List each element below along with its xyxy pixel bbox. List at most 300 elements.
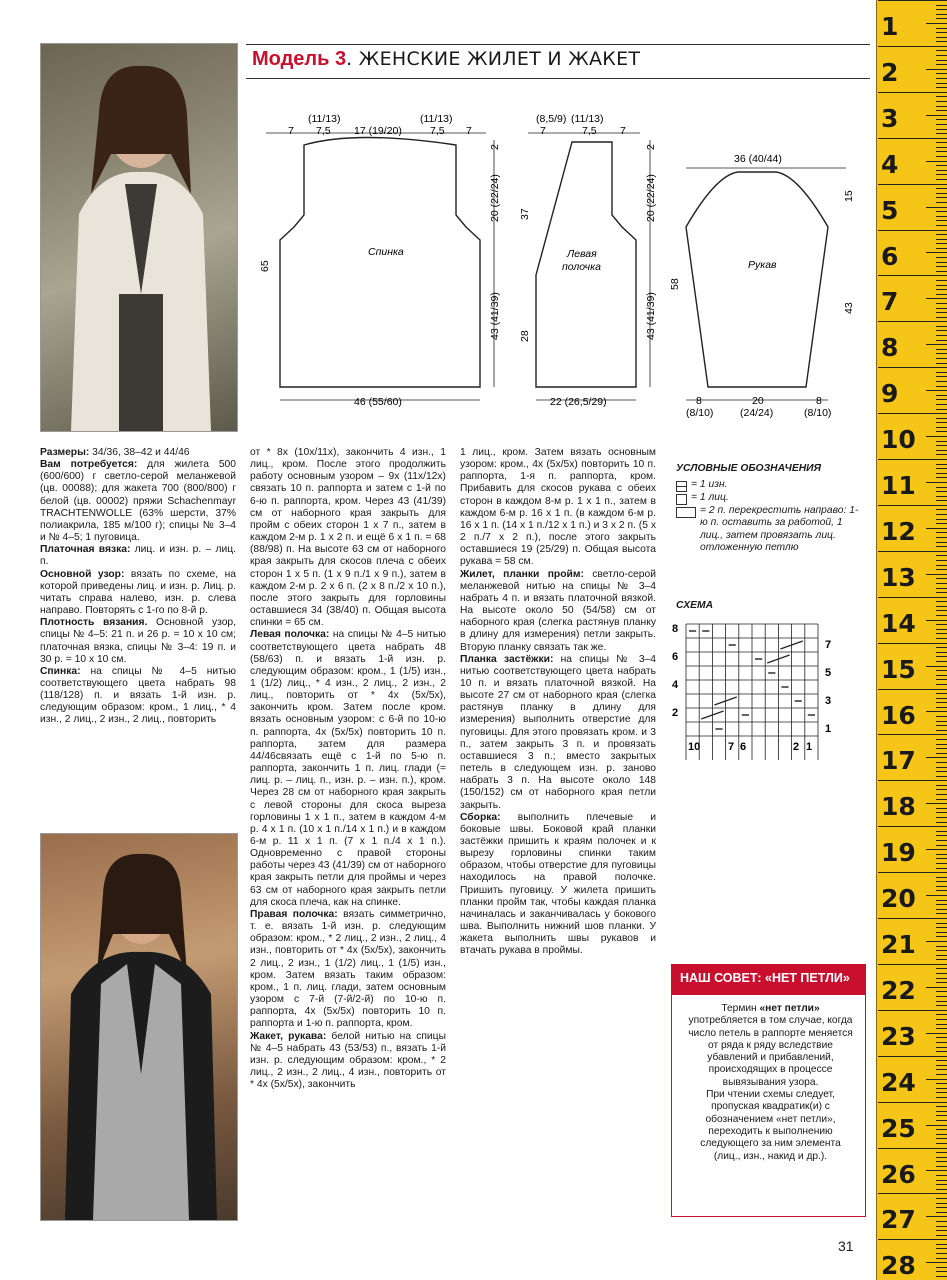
ruler-tick [936, 794, 947, 795]
ruler-tick [936, 1258, 947, 1259]
back-height: 65 [259, 260, 271, 272]
back-name: Спинка [368, 246, 404, 258]
measuring-tape [876, 0, 947, 1280]
ruler-tick [936, 142, 947, 143]
ruler-tick [926, 666, 947, 667]
ruler-tick [936, 946, 947, 947]
ruler-tick [936, 294, 947, 295]
page-title [252, 48, 640, 71]
ruler-tick [926, 115, 947, 116]
ruler-tick [936, 234, 947, 235]
ruler-tick [936, 151, 947, 152]
ruler-tick [878, 184, 947, 185]
ruler-number: 13 [881, 562, 916, 592]
ruler-tick [936, 179, 947, 180]
legend-item-cross: = 2 п. перекрестить направо: 1-ю п. оставить за работой, 1 лиц., затем провязать лиц. отложенную петлю [676, 505, 866, 555]
ruler-tick [936, 633, 947, 634]
ruler-tick [878, 321, 947, 322]
ruler-tick [936, 555, 947, 556]
front-lower: 28 [519, 330, 531, 342]
front-neck: 2 [645, 144, 657, 150]
ruler-tick [936, 656, 947, 657]
ruler-tick [926, 849, 947, 850]
ruler-tick [936, 744, 947, 745]
ruler-tick [936, 1157, 947, 1158]
ruler-number: 6 [881, 241, 899, 271]
title-text: . ЖЕНСКИЕ ЖИЛЕТ И ЖАКЕТ [346, 48, 641, 70]
ruler-tick [936, 629, 947, 630]
ruler-tick [936, 767, 947, 768]
ruler-tick [936, 170, 947, 171]
ruler-tick [936, 725, 947, 726]
ruler-tick [936, 78, 947, 79]
ruler-tick [936, 762, 947, 763]
ruler-tick [936, 96, 947, 97]
ruler-tick [926, 436, 947, 437]
ruler-tick [936, 1226, 947, 1227]
ruler-tick [936, 1037, 947, 1038]
ruler-tick [936, 936, 947, 937]
ruler-tick [936, 1244, 947, 1245]
ruler-tick [936, 197, 947, 198]
ruler-tick [936, 1189, 947, 1190]
ruler-tick [936, 881, 947, 882]
ruler-number: 7 [881, 287, 899, 317]
ruler-tick [936, 1092, 947, 1093]
ruler-tick [936, 684, 947, 685]
ruler-tick [878, 689, 947, 690]
ruler-tick [936, 1253, 947, 1254]
ruler-tick [936, 147, 947, 148]
ruler-tick [926, 1125, 947, 1126]
ruler-tick [936, 193, 947, 194]
ruler-tick [936, 1069, 947, 1070]
ruler-tick [878, 46, 947, 47]
ruler-tick [936, 808, 947, 809]
ruler-number: 24 [881, 1067, 916, 1097]
ruler-tick [936, 239, 947, 240]
ruler-tick [936, 216, 947, 217]
ruler-number: 17 [881, 746, 916, 776]
ruler-tick [936, 1198, 947, 1199]
ruler-tick [936, 500, 947, 501]
ruler-tick [936, 454, 947, 455]
ruler-number: 5 [881, 195, 899, 225]
ruler-number: 23 [881, 1021, 916, 1051]
ruler-tick [936, 693, 947, 694]
ruler-tick [878, 826, 947, 827]
back-w4: 7,5 [430, 125, 445, 137]
sleeve-lower: 43 [843, 302, 855, 314]
ruler-tick [936, 1051, 947, 1052]
front-neck-depth: 37 [519, 208, 531, 220]
ruler-tick [936, 578, 947, 579]
ruler-tick [926, 620, 947, 621]
ruler-tick [936, 927, 947, 928]
back-top-size-right: (11/13) [420, 113, 453, 125]
ruler-tick [926, 344, 947, 345]
ruler-tick [936, 854, 947, 855]
ruler-tick [926, 390, 947, 391]
ruler-tick [936, 569, 947, 570]
jacket-model-photo [40, 43, 238, 432]
sleeve-br: 8 [816, 395, 822, 407]
ruler-tick [926, 207, 947, 208]
front-side: 43 (41/39) [645, 292, 657, 340]
ruler-tick [936, 317, 947, 318]
ruler-tick [936, 565, 947, 566]
svg-text:2: 2 [793, 741, 800, 753]
ruler-tick [936, 353, 947, 354]
ruler-tick [936, 450, 947, 451]
scheme-heading: СХЕМА [676, 600, 714, 611]
ruler-tick [936, 1134, 947, 1135]
ruler-tick [936, 822, 947, 823]
ruler-tick [936, 266, 947, 267]
ruler-tick [936, 1180, 947, 1181]
ruler-tick [926, 1262, 947, 1263]
ruler-tick [936, 652, 947, 653]
ruler-tick [936, 441, 947, 442]
advice-heading: НАШ СОВЕТ: «НЕТ ПЕТЛИ» [672, 965, 865, 995]
ruler-tick [936, 330, 947, 331]
ruler-tick [936, 588, 947, 589]
ruler-tick [878, 1102, 947, 1103]
ruler-tick [936, 404, 947, 405]
ruler-number: 16 [881, 700, 916, 730]
ruler-tick [936, 1074, 947, 1075]
back-top-size-left: (11/13) [308, 113, 341, 125]
ruler-tick [936, 174, 947, 175]
ruler-number: 1 [881, 12, 899, 41]
front-w3: 7 [620, 125, 626, 137]
front-w2: 7,5 [582, 125, 597, 137]
ruler-tick [936, 542, 947, 543]
symbol-legend [676, 463, 866, 555]
front-w1: 7 [540, 125, 546, 137]
ruler-tick [936, 835, 947, 836]
ruler-tick [936, 1024, 947, 1025]
ruler-tick [936, 491, 947, 492]
ruler-tick [926, 482, 947, 483]
ruler-tick [936, 932, 947, 933]
ruler-tick [936, 1166, 947, 1167]
svg-text:8: 8 [672, 623, 679, 635]
ruler-tick [936, 1097, 947, 1098]
ruler-tick [936, 991, 947, 992]
cross-right-symbol-icon [676, 507, 696, 518]
sleeve-br-size: (8/10) [804, 407, 832, 419]
ruler-tick [878, 92, 947, 93]
ruler-tick [936, 202, 947, 203]
ruler-tick [936, 789, 947, 790]
back-armhole: 20 (22/24) [489, 174, 501, 222]
ruler-tick [936, 1065, 947, 1066]
ruler-tick [878, 1010, 947, 1011]
ruler-tick [926, 1033, 947, 1034]
ruler-tick [878, 734, 947, 735]
ruler-tick [926, 987, 947, 988]
ruler-tick [926, 803, 947, 804]
svg-text:7: 7 [825, 639, 832, 651]
ruler-tick [936, 9, 947, 10]
ruler-tick [936, 638, 947, 639]
ruler-tick [936, 37, 947, 38]
ruler-tick [936, 1143, 947, 1144]
ruler-tick [936, 386, 947, 387]
ruler-tick [878, 1239, 947, 1240]
ruler-tick [878, 643, 947, 644]
ruler-tick [936, 340, 947, 341]
back-diagram [259, 113, 501, 408]
ruler-tick [878, 1056, 947, 1057]
ruler-tick [936, 409, 947, 410]
ruler-tick [936, 188, 947, 189]
ruler-tick [936, 1235, 947, 1236]
ruler-tick [878, 138, 947, 139]
ruler-tick [936, 923, 947, 924]
sleeve-bl: 8 [696, 395, 702, 407]
ruler-tick [936, 1019, 947, 1020]
ruler-tick [936, 1271, 947, 1272]
ruler-tick [936, 546, 947, 547]
ruler-tick [926, 1216, 947, 1217]
ruler-tick [936, 771, 947, 772]
front-armhole: 20 (22/24) [645, 174, 657, 222]
ruler-tick [926, 1079, 947, 1080]
back-w5: 7 [466, 125, 472, 137]
ruler-tick [936, 1207, 947, 1208]
ruler-tick [936, 514, 947, 515]
advice-box [671, 964, 866, 1217]
ruler-tick [936, 532, 947, 533]
ruler-tick [936, 271, 947, 272]
ruler-number: 11 [881, 471, 916, 500]
ruler-number: 25 [881, 1113, 916, 1143]
ruler-tick [936, 55, 947, 56]
ruler-tick [878, 367, 947, 368]
ruler-tick [936, 1138, 947, 1139]
ruler-tick [936, 968, 947, 969]
ruler-tick [936, 101, 947, 102]
ruler-tick [936, 133, 947, 134]
ruler-tick [936, 165, 947, 166]
ruler-tick [936, 523, 947, 524]
ruler-tick [936, 1042, 947, 1043]
svg-text:10: 10 [688, 741, 701, 753]
ruler-tick [936, 1115, 947, 1116]
sleeve-name: Рукав [748, 259, 777, 271]
ruler-tick [878, 597, 947, 598]
sleeve-cap: 15 [843, 190, 855, 202]
ruler-tick [936, 1005, 947, 1006]
ruler-tick [936, 156, 947, 157]
legend-heading: УСЛОВНЫЕ ОБОЗНАЧЕНИЯ [676, 463, 822, 474]
ruler-tick [936, 220, 947, 221]
sleeve-length: 58 [669, 278, 681, 290]
model-label: Модель 3 [252, 48, 347, 70]
ruler-tick [936, 1028, 947, 1029]
ruler-tick [936, 753, 947, 754]
ruler-tick [936, 285, 947, 286]
ruler-number: 10 [881, 425, 916, 455]
ruler-tick [936, 519, 947, 520]
ruler-number: 18 [881, 792, 916, 822]
ruler-tick [936, 14, 947, 15]
ruler-tick [936, 326, 947, 327]
front-top-size-left: (8,5/9) [536, 113, 567, 125]
ruler-tick [926, 574, 947, 575]
ruler-tick [936, 335, 947, 336]
ruler-tick [936, 817, 947, 818]
ruler-tick [936, 1083, 947, 1084]
svg-text:1: 1 [825, 723, 832, 735]
ruler-tick [936, 308, 947, 309]
ruler-tick [878, 459, 947, 460]
ruler-tick [878, 551, 947, 552]
ruler-tick [936, 1248, 947, 1249]
ruler-tick [936, 50, 947, 51]
svg-text:2: 2 [672, 707, 679, 719]
ruler-tick [936, 1129, 947, 1130]
ruler-tick [936, 1152, 947, 1153]
ruler-number: 20 [881, 884, 916, 914]
ruler-tick [926, 941, 947, 942]
ruler-tick [936, 982, 947, 983]
ruler-tick [936, 32, 947, 33]
ruler-tick [878, 0, 947, 1]
ruler-number: 19 [881, 838, 916, 868]
stitch-scheme [670, 616, 840, 781]
ruler-tick [936, 83, 947, 84]
ruler-tick [878, 1148, 947, 1149]
ruler-tick [936, 358, 947, 359]
ruler-tick [936, 73, 947, 74]
ruler-tick [936, 950, 947, 951]
ruler-number: 14 [881, 608, 916, 638]
back-neck: 2 [489, 144, 501, 150]
ruler-tick [936, 1161, 947, 1162]
ruler-tick [936, 372, 947, 373]
ruler-number: 9 [881, 379, 899, 409]
ruler-number: 15 [881, 654, 916, 684]
ruler-tick [936, 381, 947, 382]
ruler-tick [936, 776, 947, 777]
ruler-tick [936, 257, 947, 258]
ruler-tick [936, 64, 947, 65]
ruler-tick [936, 1060, 947, 1061]
ruler-tick [936, 909, 947, 910]
ruler-number: 21 [881, 930, 916, 959]
ruler-tick [936, 312, 947, 313]
ruler-tick [936, 900, 947, 901]
ruler-tick [926, 895, 947, 896]
ruler-tick [936, 418, 947, 419]
ruler-number: 22 [881, 975, 916, 1005]
ruler-tick [936, 1212, 947, 1213]
ruler-tick [878, 505, 947, 506]
ruler-number: 4 [881, 149, 899, 179]
ruler-tick [936, 18, 947, 19]
ruler-number: 12 [881, 516, 916, 546]
ruler-tick [936, 698, 947, 699]
ruler-tick [936, 799, 947, 800]
ruler-tick [936, 863, 947, 864]
ruler-tick [926, 1170, 947, 1171]
ruler-tick [936, 606, 947, 607]
ruler-tick [936, 129, 947, 130]
ruler-tick [936, 1184, 947, 1185]
ruler-tick [936, 1267, 947, 1268]
front-bottom: 22 (26,5/29) [550, 396, 607, 408]
ruler-number: 27 [881, 1205, 916, 1235]
ruler-tick [936, 812, 947, 813]
ruler-tick [936, 661, 947, 662]
purl-symbol-icon [676, 481, 687, 492]
ruler-tick [878, 872, 947, 873]
ruler-tick [926, 69, 947, 70]
svg-text:6: 6 [740, 741, 747, 753]
svg-text:3: 3 [825, 695, 832, 707]
ruler-tick [936, 363, 947, 364]
ruler-tick [936, 1175, 947, 1176]
ruler-tick [936, 716, 947, 717]
ruler-tick [926, 23, 947, 24]
ruler-tick [936, 1221, 947, 1222]
ruler-tick [936, 509, 947, 510]
ruler-number: 8 [881, 333, 899, 363]
vest-model-photo [40, 833, 238, 1221]
back-side: 43 (41/39) [489, 292, 501, 340]
ruler-tick [936, 106, 947, 107]
back-bottom: 46 (55/60) [354, 396, 402, 408]
ruler-number: 26 [881, 1159, 916, 1189]
ruler-tick [936, 464, 947, 465]
ruler-tick [936, 243, 947, 244]
svg-text:6: 6 [672, 651, 679, 663]
legend-item-knit: = 1 лиц. [676, 492, 866, 505]
ruler-tick [936, 601, 947, 602]
ruler-tick [936, 840, 947, 841]
ruler-tick [936, 537, 947, 538]
ruler-tick [926, 252, 947, 253]
ruler-tick [936, 748, 947, 749]
ruler-tick [926, 757, 947, 758]
sleeve-diagram [669, 153, 855, 419]
ruler-tick [878, 230, 947, 231]
sleeve-bm-size: (24/24) [740, 407, 774, 419]
ruler-tick [936, 904, 947, 905]
ruler-tick [936, 1014, 947, 1015]
ruler-tick [936, 289, 947, 290]
ruler-tick [936, 1106, 947, 1107]
page-number: 31 [838, 1238, 854, 1254]
ruler-tick [936, 1203, 947, 1204]
ruler-tick [936, 670, 947, 671]
ruler-tick [936, 399, 947, 400]
ruler-tick [936, 1120, 947, 1121]
ruler-tick [936, 955, 947, 956]
title-rule-top [246, 44, 870, 45]
instructions-column-2: от * 8х (10х/11х), закончить 4 изн., 1 лиц., кром. После этого продолжить работу основным узором – 9х (11х/12х) связать 10 п. раппорта и затем с 1-й по 6-ю п. раппорта, кром. Через 43 (41/39) см от наборного края закрыть для пройм с обеих сторон 1 х 7 п., затем в каждом 2-м р. 1 х 2 п. и ещё 6 х 1 п. = 68 (88/98) п. На высоте 63 см от наборного края закрыть для скосов плеча с обеих сторон 1 х 5 п. (1 х 9 п./1 х 9 п.), затем в каждом 2-м р. 2 х 6 п. (2 х 8 п./2 х 10 п.), после этого закрыть для горловины оставшиеся 34 (38/40) п. Общая высота спинки = 65 см. Левая полочка: на спицы № 4–5 нитью соответствующего цвета набрать 48 (58/63) п. и вязать 1-й изн. р. следующим образом: кром., 1 (1/5) изн., 1 (1/2) лиц., * 4 изн., 2 лиц., 2 изн., 2 лиц., повторить от * 4х (5х/5х), закончить кром. Затем после кром. вязать основным узором: с 6-й по 10-ю п. раппорта, 4х (5х/5х) повторить 10 п. раппорта, затем для размера 44/46связать ещё с 1-й по 5-ю п. раппорта, закончить 1 п. лиц. глади (= лиц. р. – лиц. п., изн. р. – изн. п.), кром. Через 28 см от наборного края закрыть с левой стороны для скоса выреза горловины 1 х 1 п., затем в каждом 4-м р. 4 х 1 п. (10 х 1 п./14 х 1 п.) и в каждом 6-м р. 11 х 1 п. (7 х 1 п./4 х 1 п.). Одновременно с правой стороны работы через 43 (41/39) см от наборного края закрыть петли для проймы и через 63 см от наборного края закрыть петли для скоса плеча, как на спинке. Правая полочка: вязать симметрично, т. е. вязать 1-й изн. р. следующим образом: кром., * 2 лиц., 2 изн., 2 лиц., 4 изн., повторить от * 4х (5х/5х), закончить 2 лиц., 2 изн., 1 (1/2) лиц., 1 (1/5) изн., кром. Затем вязать таким образом: кром., 1 п. лиц. глади, затем основным узором с 7-й (7-й/2-й) по 10-ю п. раппорта, 4х (5х/5х) повторить 10 п. раппорта и 1-ю п. раппорта, кром. Жакет, рукава: белой нитью на спицы № 4–5 набрать 43 (53/53) п., вязать 1-й изн. р. следующим образом: кром., * 2 лиц., 2 изн., 2 лиц., 4 изн., повторить от * 4х (5х/5х), закончить [250, 447, 447, 1091]
ruler-tick [936, 431, 947, 432]
ruler-tick [936, 211, 947, 212]
ruler-tick [936, 1047, 947, 1048]
ruler-tick [936, 427, 947, 428]
knit-symbol-icon [676, 494, 687, 505]
ruler-tick [936, 707, 947, 708]
ruler-tick [936, 487, 947, 488]
